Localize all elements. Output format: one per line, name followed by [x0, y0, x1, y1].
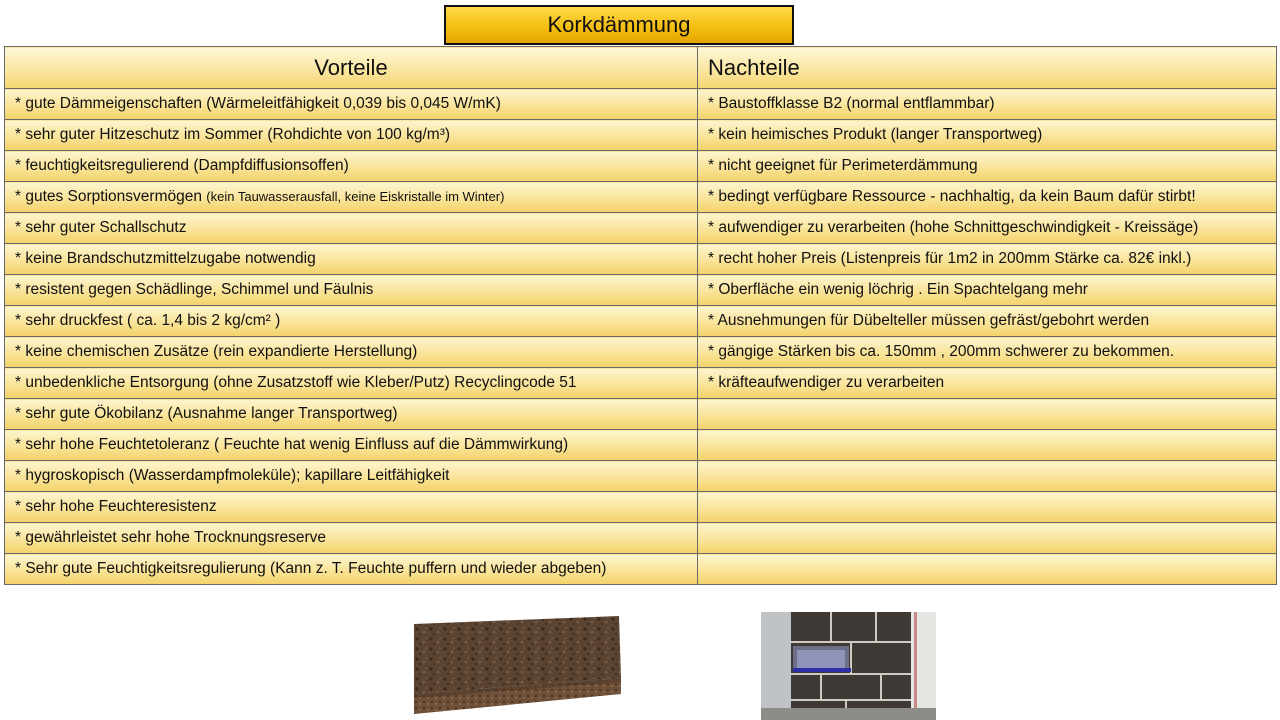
vorteil-cell [5, 461, 698, 492]
vorteil-cell [5, 244, 698, 275]
nachteil-cell [698, 492, 1277, 523]
cork-wall-installation-photo [761, 612, 936, 720]
vorteil-text: * sehr guter Hitzeschutz im Sommer (Rohdichte von 100 kg/m³) [15, 126, 451, 143]
column-header-vorteile: Vorteile [5, 47, 698, 89]
table-row [5, 523, 1277, 554]
table-row [5, 244, 1277, 275]
vorteil-cell [5, 275, 698, 306]
nachteil-cell: * Oberfläche ein wenig löchrig . Ein Spachtelgang mehr [698, 275, 1277, 306]
vorteil-text: * sehr guter Schallschutz [15, 219, 187, 236]
nachteil-cell [698, 554, 1277, 585]
pros-cons-table [4, 46, 1277, 585]
vorteil-note: (kein Tauwasserausfall, keine Eiskristalle im Winter) [206, 189, 505, 204]
nachteil-cell [698, 430, 1277, 461]
table-row [5, 337, 1277, 368]
table-row [5, 430, 1277, 461]
table-row [5, 182, 1277, 213]
table-header-row [5, 47, 1277, 89]
table-body [5, 89, 1277, 585]
table-row [5, 554, 1277, 585]
vorteil-text: * sehr hohe Feuchteresistenz [15, 498, 217, 515]
nachteil-cell: * kein heimisches Produkt (langer Transportweg) [698, 120, 1277, 151]
nachteil-cell: * kräfteaufwendiger zu verarbeiten [698, 368, 1277, 399]
table-row [5, 461, 1277, 492]
vorteil-cell [5, 337, 698, 368]
vorteil-text: * unbedenkliche Entsorgung (ohne Zusatzstoff wie Kleber/Putz) Recyclingcode 51 [15, 374, 577, 391]
vorteil-cell [5, 399, 698, 430]
vorteil-cell [5, 89, 698, 120]
table-row [5, 399, 1277, 430]
nachteil-cell: * bedingt verfügbare Ressource - nachhaltig, da kein Baum dafür stirbt! [698, 182, 1277, 213]
nachteil-cell: * nicht geeignet für Perimeterdämmung [698, 151, 1277, 182]
vorteil-text: * gute Dämmeigenschaften (Wärmeleitfähigkeit 0,039 bis 0,045 W/mK) [15, 95, 501, 112]
nachteil-cell: * aufwendiger zu verarbeiten (hohe Schnittgeschwindigkeit - Kreissäge) [698, 213, 1277, 244]
vorteil-cell [5, 430, 698, 461]
vorteil-cell [5, 554, 698, 585]
vorteil-text: * feuchtigkeitsregulierend (Dampfdiffusionsoffen) [15, 157, 349, 174]
vorteil-text: * keine Brandschutzmittelzugabe notwendig [15, 250, 316, 267]
vorteil-cell [5, 120, 698, 151]
vorteil-text: * sehr gute Ökobilanz (Ausnahme langer Transportweg) [15, 405, 398, 422]
nachteil-cell: * gängige Stärken bis ca. 150mm , 200mm schwerer zu bekommen. [698, 337, 1277, 368]
vorteil-text: * sehr hohe Feuchtetoleranz ( Feuchte hat wenig Einfluss auf die Dämmwirkung) [15, 436, 569, 453]
vorteil-text: * sehr druckfest ( ca. 1,4 bis 2 kg/cm² ) [15, 312, 281, 329]
table-row [5, 151, 1277, 182]
vorteil-cell [5, 492, 698, 523]
slide-title: Korkdämmung [444, 5, 794, 45]
vorteil-cell [5, 182, 698, 213]
vorteil-text: * gewährleistet sehr hohe Trocknungsreserve [15, 529, 327, 546]
vorteil-text: * resistent gegen Schädlinge, Schimmel und Fäulnis [15, 281, 374, 298]
vorteil-text: * gutes Sorptionsvermögen [15, 188, 207, 205]
cork-board-image [414, 616, 621, 714]
nachteil-cell: * Ausnehmungen für Dübelteller müssen gefräst/gebohrt werden [698, 306, 1277, 337]
nachteil-cell [698, 461, 1277, 492]
table-row [5, 492, 1277, 523]
cork-board-photo [414, 616, 621, 714]
vorteil-text: * Sehr gute Feuchtigkeitsregulierung (Kann z. T. Feuchte puffern und wieder abgeben) [15, 560, 607, 577]
table-row [5, 368, 1277, 399]
table-row [5, 213, 1277, 244]
vorteil-cell [5, 306, 698, 337]
nachteil-cell: * Baustoffklasse B2 (normal entflammbar) [698, 89, 1277, 120]
nachteil-cell: * recht hoher Preis (Listenpreis für 1m2 in 200mm Stärke ca. 82€ inkl.) [698, 244, 1277, 275]
vorteil-cell [5, 151, 698, 182]
table-row [5, 89, 1277, 120]
vorteil-cell [5, 368, 698, 399]
nachteil-cell [698, 399, 1277, 430]
column-header-nachteile: Nachteile [698, 47, 1277, 89]
vorteil-cell [5, 523, 698, 554]
vorteil-text: * hygroskopisch (Wasserdampfmoleküle); kapillare Leitfähigkeit [15, 467, 450, 484]
table-row [5, 120, 1277, 151]
table-row [5, 306, 1277, 337]
table-row [5, 275, 1277, 306]
vorteil-text: * keine chemischen Zusätze (rein expandierte Herstellung) [15, 343, 418, 360]
nachteil-cell [698, 523, 1277, 554]
cork-wall-image [761, 612, 936, 720]
vorteil-cell [5, 213, 698, 244]
